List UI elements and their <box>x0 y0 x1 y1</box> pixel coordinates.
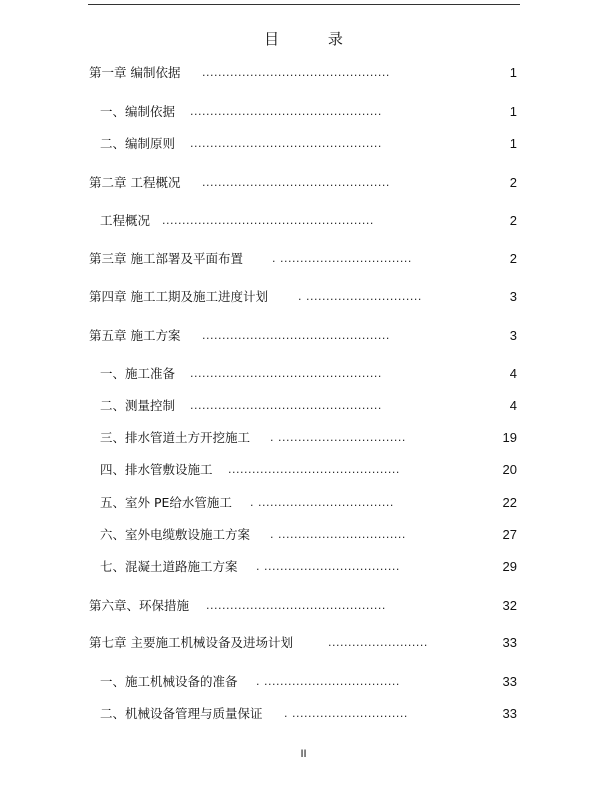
toc-entry-page: 32 <box>502 598 517 613</box>
toc-entry-label: 第七章 主要施工机械设备及进场计划 <box>89 635 293 650</box>
leader-dots: ............................................... <box>202 176 390 189</box>
toc-entry[interactable] <box>0 493 607 513</box>
toc-entry[interactable] <box>0 557 607 577</box>
leader-dots: . ............................. <box>298 290 422 303</box>
toc-entry-label: 第二章 工程概况 <box>89 175 181 190</box>
toc-entry[interactable] <box>0 134 607 154</box>
leader-dots: . .................................. <box>256 560 400 573</box>
toc-entry[interactable] <box>0 249 607 269</box>
toc-entry-label: 一、施工机械设备的准备 <box>100 674 238 689</box>
toc-entry[interactable] <box>0 326 607 346</box>
toc-entry-label: 二、测量控制 <box>100 398 176 413</box>
toc-entry-page: 22 <box>502 495 517 510</box>
leader-dots: ..................................................... <box>162 214 374 227</box>
toc-entry[interactable] <box>0 460 607 480</box>
toc-entry-page: 1 <box>509 65 517 80</box>
leader-dots: . ............................. <box>284 707 408 720</box>
leader-dots: ................................................ <box>190 105 382 118</box>
toc-entry-page: 19 <box>502 430 517 445</box>
toc-entry-label: 第四章 施工工期及施工进度计划 <box>89 289 268 304</box>
toc-entry[interactable] <box>0 173 607 193</box>
leader-dots: ............................................... <box>202 66 390 79</box>
leader-dots: . ................................ <box>270 431 406 444</box>
toc-entry-label: 第五章 施工方案 <box>89 328 181 343</box>
toc-entry-page: 3 <box>509 289 517 304</box>
toc-entry-page: 33 <box>502 674 517 689</box>
toc-entry-label: 二、机械设备管理与质量保证 <box>100 706 263 721</box>
toc-entry[interactable] <box>0 525 607 545</box>
leader-dots: . .................................. <box>250 496 394 509</box>
toc-entry-label: 一、编制依据 <box>100 104 176 119</box>
leader-dots: ................................................ <box>190 137 382 150</box>
toc-entry[interactable] <box>0 633 607 653</box>
toc-entry-page: 2 <box>509 175 517 190</box>
toc-entry[interactable] <box>0 63 607 83</box>
toc-entry-label: 第六章、环保措施 <box>89 598 190 613</box>
toc-entry-label: 二、编制原则 <box>100 136 176 151</box>
toc-entry-page: 1 <box>509 136 517 151</box>
page-number: II <box>300 748 307 760</box>
toc-entry-page: 2 <box>509 213 517 228</box>
toc-entry[interactable] <box>0 672 607 692</box>
toc-entry-label: 一、施工准备 <box>100 366 176 381</box>
toc-entry[interactable] <box>0 211 607 231</box>
toc-entry[interactable] <box>0 596 607 616</box>
leader-dots: ............................................. <box>206 599 386 612</box>
toc-entry-page: 4 <box>509 398 517 413</box>
leader-dots: ............................................... <box>202 329 390 342</box>
toc-entry[interactable] <box>0 364 607 384</box>
toc-entry-label: 三、排水管道土方开挖施工 <box>100 430 251 445</box>
leader-dots: ......................... <box>328 636 428 649</box>
toc-entry-label: 第一章 编制依据 <box>89 65 181 80</box>
toc-entry[interactable] <box>0 102 607 122</box>
toc-entry-label: 七、混凝土道路施工方案 <box>100 559 238 574</box>
leader-dots: . ................................. <box>272 252 412 265</box>
toc-entry-page: 33 <box>502 706 517 721</box>
toc-entry-page: 33 <box>502 635 517 650</box>
toc-entry-label: 第三章 施工部署及平面布置 <box>89 251 243 266</box>
toc-entry[interactable] <box>0 704 607 724</box>
toc-entry-label: 六、室外电缆敷设施工方案 <box>100 527 251 542</box>
toc-entry-page: 4 <box>509 366 517 381</box>
toc-entry-page: 27 <box>502 527 517 542</box>
toc-entry-page: 2 <box>509 251 517 266</box>
toc-entry[interactable] <box>0 287 607 307</box>
toc-entry-label: 四、排水管敷设施工 <box>100 462 213 477</box>
toc-entry-page: 20 <box>502 462 517 477</box>
toc-entry-page: 1 <box>509 104 517 119</box>
leader-dots: . .................................. <box>256 675 400 688</box>
leader-dots: ................................................ <box>190 399 382 412</box>
toc-entry-label: 五、室外 PE给水管施工 <box>100 495 232 510</box>
leader-dots: . ................................ <box>270 528 406 541</box>
leader-dots: ........................................... <box>228 463 400 476</box>
toc-entry-page: 3 <box>509 328 517 343</box>
leader-dots: ................................................ <box>190 367 382 380</box>
top-rule <box>88 4 520 5</box>
toc-entry[interactable] <box>0 428 607 448</box>
toc-entry-label: 工程概况 <box>100 213 151 228</box>
toc-entry[interactable] <box>0 396 607 416</box>
toc-title: 目 录 <box>264 30 365 48</box>
toc-entry-page: 29 <box>502 559 517 574</box>
